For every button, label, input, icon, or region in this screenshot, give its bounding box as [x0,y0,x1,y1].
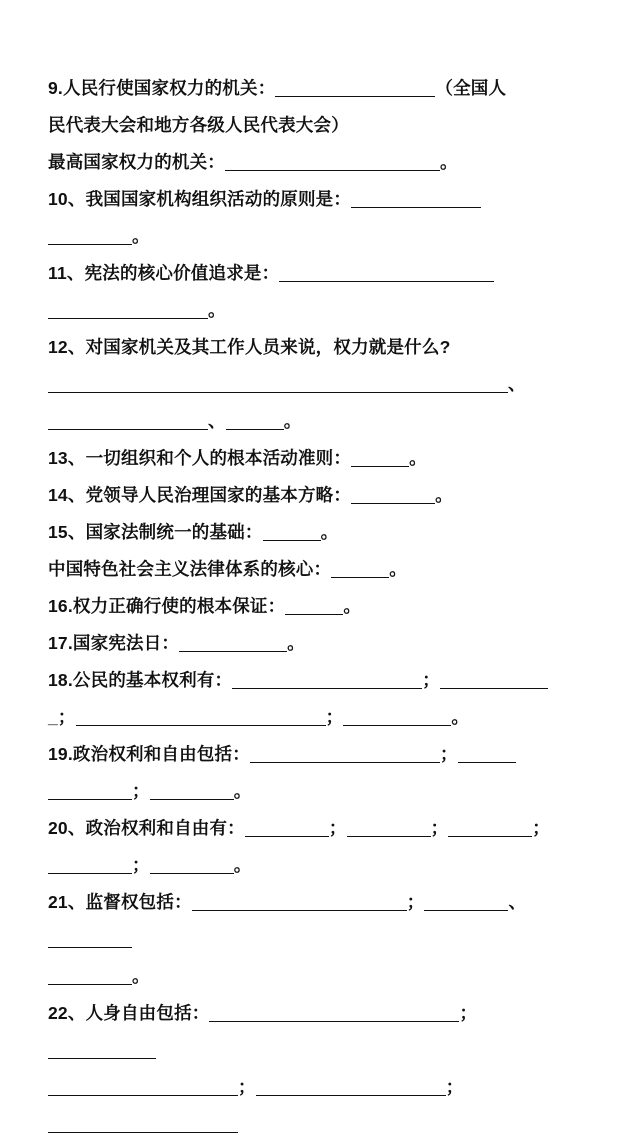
line-text: ； [238,1077,256,1097]
answer-blank [279,264,494,282]
answer-blank [232,671,422,689]
answer-blank [48,1041,156,1059]
answer-blank [48,227,132,245]
text-line [48,514,583,551]
line-text: ； [532,818,550,838]
text-line [48,625,583,662]
answer-blank [351,449,409,467]
text-line [48,588,583,625]
text-line [48,329,583,366]
text-line [48,292,583,329]
answer-blank [331,560,389,578]
answer-blank [225,153,440,171]
answer-blank [343,708,451,726]
line-text: 。 [287,633,305,653]
line-text: 12、对国家机关及其工作人员来说，权力就是什么? [48,337,451,357]
line-text: 、 [508,374,526,394]
text-line [48,181,583,218]
line-text: 14、党领导人民治理国家的基本方略： [48,485,352,505]
line-text: 中国特色社会主义法律体系的核心： [48,559,332,579]
line-text: _； [48,707,76,727]
answer-blank [226,412,284,430]
line-text: 。 [409,448,427,468]
line-text: 10、我国国家机构组织活动的原则是： [48,189,352,209]
line-text: 。 [208,300,226,320]
text-line [48,847,583,884]
text-line [48,736,583,773]
answer-blank [256,1078,446,1096]
text-line [48,403,583,440]
text-line [48,107,583,144]
line-text: 16.权力正确行使的根本保证： [48,596,286,616]
answer-blank [458,745,516,763]
text-line [48,440,583,477]
line-text: 20、政治权利和自由有： [48,818,245,838]
line-text: 。 [440,152,458,172]
line-text: 。 [132,966,150,986]
line-text: 。 [343,596,362,616]
line-text: 。 [389,559,407,579]
answer-blank [263,523,321,541]
line-text: 。 [233,781,252,801]
line-text: 。 [435,485,453,505]
answer-blank [48,412,208,430]
text-line [48,810,583,847]
text-line [48,255,583,292]
line-text: ； [422,670,440,690]
line-text: ； [132,781,150,801]
line-text: 。 [283,411,302,431]
line-text: 22、人身自由包括： [48,1003,210,1023]
text-line [48,70,583,107]
line-text: 19.政治权利和自由包括： [48,744,250,764]
line-text: 。 [320,522,339,542]
text-line [48,551,583,588]
text-line [48,477,583,514]
answer-blank [76,708,326,726]
line-text: ； [328,818,347,838]
line-text: 15、国家法制统一的基础： [48,522,263,542]
line-text: 。 [451,707,470,727]
line-text: ； [459,1003,478,1023]
line-text: 18.公民的基本权利有： [48,670,233,690]
answer-blank [440,671,548,689]
answer-blank [150,856,234,874]
line-text: 、 [508,892,527,912]
line-text: 9.人民行使国家权力的机关： [48,78,276,98]
answer-blank [48,301,208,319]
line-text: 17.国家宪法日： [48,633,180,653]
line-text: 最高国家权力的机关： [48,152,225,172]
line-text: ； [132,855,150,875]
answer-blank [275,79,435,97]
line-text: ； [430,818,449,838]
line-text: 13、一切组织和个人的根本活动准则： [48,448,352,468]
line-text: ； [325,707,344,727]
text-line [48,884,583,958]
text-line [48,699,583,736]
answer-blank [48,375,508,393]
answer-blank [250,745,440,763]
text-line [48,1069,583,1143]
line-text: ； [445,1077,464,1097]
line-text: 、 [208,411,226,431]
text-line [48,218,583,255]
text-line [48,366,583,403]
answer-blank [424,893,508,911]
answer-blank [347,819,431,837]
text-line [48,958,583,995]
line-text: 。 [132,226,150,246]
line-text: （全国人 [435,78,507,98]
line-text: ； [406,892,425,912]
answer-blank [48,1115,238,1133]
answer-blank [48,856,132,874]
answer-blank [192,893,407,911]
text-line [48,144,583,181]
line-text: ； [439,744,458,764]
answer-blank [48,930,132,948]
answer-blank [209,1004,459,1022]
answer-blank [48,1078,238,1096]
line-text: 11、宪法的核心价值追求是： [48,263,280,283]
answer-blank [245,819,329,837]
text-line [48,995,583,1069]
line-text: 。 [233,855,252,875]
answer-blank [285,597,343,615]
answer-blank [351,190,481,208]
line-text: 民代表大会和地方各级人民代表大会） [48,115,349,135]
answer-blank [150,782,234,800]
line-text: 21、监督权包括： [48,892,192,912]
answer-blank [48,967,132,985]
answer-blank [351,486,435,504]
text-line [48,662,583,699]
text-line [48,773,583,810]
answer-blank [448,819,532,837]
answer-blank [48,782,132,800]
answer-blank [179,634,287,652]
